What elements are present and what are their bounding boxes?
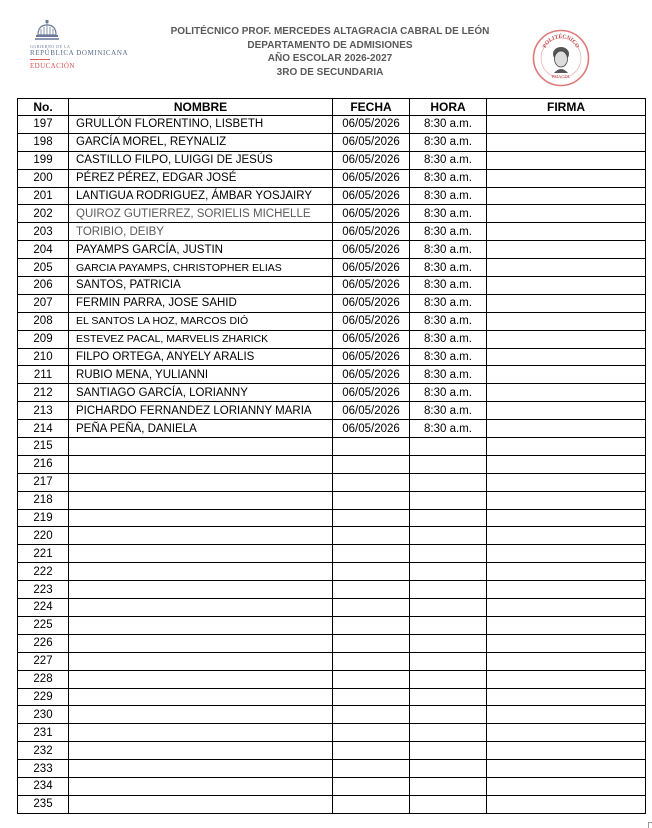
table-row [18, 599, 646, 617]
student-name[interactable]: CASTILLO FILPO, LUIGGI DE JESÚS [69, 151, 333, 169]
school-year: AÑO ESCOLAR 2026-2027 [267, 53, 393, 64]
student-name[interactable]: PICHARDO FERNANDEZ LORIANNY MARIA [69, 402, 333, 420]
appointment-date: 06/05/2026 [333, 116, 410, 134]
signature-cell[interactable] [487, 688, 646, 706]
signature-cell[interactable] [487, 652, 646, 670]
signature-cell[interactable] [487, 116, 646, 134]
table-row [18, 241, 646, 259]
student-name[interactable] [69, 455, 333, 473]
appointment-time [410, 491, 487, 509]
student-name[interactable]: SANTOS, PATRICIA [69, 277, 333, 295]
signature-cell[interactable] [487, 473, 646, 491]
signature-cell[interactable] [487, 742, 646, 760]
appointment-time: 8:30 a.m. [410, 187, 487, 205]
student-name[interactable] [69, 473, 333, 491]
signature-cell[interactable] [487, 706, 646, 724]
student-name[interactable] [69, 688, 333, 706]
appointment-date: 06/05/2026 [333, 384, 410, 402]
svg-text:POLITÉCNICO: POLITÉCNICO [541, 33, 581, 50]
appointment-time: 8:30 a.m. [410, 223, 487, 241]
appointment-date: 06/05/2026 [333, 330, 410, 348]
signature-cell[interactable] [487, 760, 646, 778]
appointment-time [410, 455, 487, 473]
row-number: 198 [18, 133, 69, 151]
appointment-time [410, 760, 487, 778]
appointment-date: 06/05/2026 [333, 169, 410, 187]
page-corner-mark [648, 822, 652, 828]
row-number: 220 [18, 527, 69, 545]
appointment-date [333, 438, 410, 456]
grade-level: 3RO DE SECUNDARIA [276, 66, 384, 78]
row-number: 206 [18, 277, 69, 295]
signature-cell[interactable] [487, 259, 646, 277]
table-row [18, 455, 646, 473]
signature-cell[interactable] [487, 133, 646, 151]
student-name[interactable]: ESTEVEZ PACAL, MARVELIS ZHARICK [69, 330, 333, 348]
row-number: 224 [18, 599, 69, 617]
appointment-date [333, 527, 410, 545]
table-row [18, 652, 646, 670]
logo-divider [30, 59, 50, 60]
student-name[interactable] [69, 742, 333, 760]
student-name[interactable]: GARCIA PAYAMPS, CHRISTOPHER ELIAS [69, 259, 333, 277]
appointment-date: 06/05/2026 [333, 366, 410, 384]
table-row [18, 223, 646, 241]
appointment-time: 8:30 a.m. [410, 259, 487, 277]
student-name[interactable]: EL SANTOS LA HOZ, MARCOS DIÓ [69, 312, 333, 330]
signature-cell[interactable] [487, 491, 646, 509]
appointment-date [333, 473, 410, 491]
table-row [18, 795, 646, 813]
table-row [18, 509, 646, 527]
appointment-time: 8:30 a.m. [410, 169, 487, 187]
table-row [18, 205, 646, 223]
admissions-table [17, 98, 646, 814]
appointment-date [333, 670, 410, 688]
appointment-date [333, 652, 410, 670]
signature-cell[interactable] [487, 581, 646, 599]
student-name[interactable] [69, 563, 333, 581]
appointment-time [410, 563, 487, 581]
table-row [18, 259, 646, 277]
table-row [18, 187, 646, 205]
appointment-time: 8:30 a.m. [410, 277, 487, 295]
signature-cell[interactable] [487, 277, 646, 295]
appointment-date: 06/05/2026 [333, 223, 410, 241]
appointment-time [410, 795, 487, 813]
appointment-time: 8:30 a.m. [410, 116, 487, 134]
table-row [18, 670, 646, 688]
row-number: 234 [18, 777, 69, 795]
student-name[interactable]: RUBIO MENA, YULIANNI [69, 366, 333, 384]
row-number: 197 [18, 116, 69, 134]
row-number: 208 [18, 312, 69, 330]
student-name[interactable]: FERMIN PARRA, JOSE SAHID [69, 294, 333, 312]
student-name[interactable] [69, 527, 333, 545]
student-name[interactable] [69, 652, 333, 670]
appointment-date: 06/05/2026 [333, 420, 410, 438]
appointment-date: 06/05/2026 [333, 402, 410, 420]
row-number: 200 [18, 169, 69, 187]
appointment-date [333, 706, 410, 724]
student-name[interactable] [69, 438, 333, 456]
government-line: GOBIERNO DE LA [30, 44, 71, 49]
appointment-date [333, 616, 410, 634]
row-number: 202 [18, 205, 69, 223]
table-row [18, 688, 646, 706]
signature-cell[interactable] [487, 634, 646, 652]
row-number: 228 [18, 670, 69, 688]
appointment-date: 06/05/2026 [333, 294, 410, 312]
signature-cell[interactable] [487, 294, 646, 312]
appointment-date [333, 760, 410, 778]
appointment-date: 06/05/2026 [333, 348, 410, 366]
student-name[interactable] [69, 724, 333, 742]
appointment-time: 8:30 a.m. [410, 384, 487, 402]
student-name[interactable]: PAYAMPS GARCÍA, JUSTIN [69, 241, 333, 259]
signature-cell[interactable] [487, 169, 646, 187]
appointment-time [410, 706, 487, 724]
appointment-time: 8:30 a.m. [410, 366, 487, 384]
signature-cell[interactable] [487, 223, 646, 241]
table-row [18, 616, 646, 634]
dome-icon [34, 20, 60, 42]
appointment-date: 06/05/2026 [333, 187, 410, 205]
school-seal-icon [532, 29, 590, 87]
appointment-date: 06/05/2026 [333, 241, 410, 259]
table-row [18, 169, 646, 187]
row-number: 199 [18, 151, 69, 169]
table-row [18, 151, 646, 169]
appointment-time [410, 616, 487, 634]
appointment-date [333, 724, 410, 742]
appointment-time [410, 599, 487, 617]
appointment-time [410, 438, 487, 456]
row-number: 204 [18, 241, 69, 259]
student-name[interactable] [69, 670, 333, 688]
row-number: 216 [18, 455, 69, 473]
signature-cell[interactable] [487, 348, 646, 366]
appointment-time: 8:30 a.m. [410, 151, 487, 169]
appointment-date: 06/05/2026 [333, 312, 410, 330]
appointment-date: 06/05/2026 [333, 151, 410, 169]
row-number: 207 [18, 294, 69, 312]
student-name[interactable]: PEÑA PEÑA, DANIELA [69, 420, 333, 438]
row-number: 201 [18, 187, 69, 205]
row-number: 209 [18, 330, 69, 348]
column-header-time: HORA [410, 99, 487, 116]
appointment-date: 06/05/2026 [333, 133, 410, 151]
row-number: 212 [18, 384, 69, 402]
appointment-date [333, 545, 410, 563]
table-row [18, 384, 646, 402]
appointment-time: 8:30 a.m. [410, 294, 487, 312]
department-name: DEPARTAMENTO DE ADMISIONES [247, 39, 413, 51]
row-number: 215 [18, 438, 69, 456]
student-name[interactable] [69, 760, 333, 778]
student-name[interactable]: QUIROZ GUTIERREZ, SORIELIS MICHELLE [69, 205, 333, 223]
student-name[interactable] [69, 795, 333, 813]
row-number: 231 [18, 724, 69, 742]
signature-cell[interactable] [487, 312, 646, 330]
appointment-time: 8:30 a.m. [410, 312, 487, 330]
signature-cell[interactable] [487, 599, 646, 617]
student-name[interactable] [69, 634, 333, 652]
appointment-time [410, 652, 487, 670]
row-number: 225 [18, 616, 69, 634]
table-row [18, 116, 646, 134]
appointment-date [333, 742, 410, 760]
student-name[interactable] [69, 616, 333, 634]
table-row [18, 491, 646, 509]
row-number: 233 [18, 760, 69, 778]
appointment-time [410, 473, 487, 491]
appointment-time [410, 509, 487, 527]
row-number: 218 [18, 491, 69, 509]
signature-cell[interactable] [487, 384, 646, 402]
signature-cell[interactable] [487, 509, 646, 527]
appointment-time: 8:30 a.m. [410, 241, 487, 259]
table-row [18, 277, 646, 295]
row-number: 213 [18, 402, 69, 420]
row-number: 222 [18, 563, 69, 581]
table-row [18, 402, 646, 420]
appointment-date [333, 634, 410, 652]
column-header-date: FECHA [333, 99, 410, 116]
row-number: 227 [18, 652, 69, 670]
signature-cell[interactable] [487, 241, 646, 259]
table-header-row [18, 99, 646, 116]
appointment-time [410, 527, 487, 545]
signature-cell[interactable] [487, 777, 646, 795]
student-name[interactable] [69, 706, 333, 724]
table-row [18, 742, 646, 760]
appointment-date: 06/05/2026 [333, 259, 410, 277]
student-name[interactable] [69, 545, 333, 563]
appointment-time [410, 724, 487, 742]
table-row [18, 420, 646, 438]
table-row [18, 366, 646, 384]
signature-cell[interactable] [487, 420, 646, 438]
row-number: 226 [18, 634, 69, 652]
signature-cell[interactable] [487, 563, 646, 581]
signature-cell[interactable] [487, 205, 646, 223]
row-number: 205 [18, 259, 69, 277]
table-row [18, 706, 646, 724]
appointment-date [333, 795, 410, 813]
appointment-time: 8:30 a.m. [410, 133, 487, 151]
appointment-time [410, 742, 487, 760]
appointment-date [333, 688, 410, 706]
table-row [18, 634, 646, 652]
signature-cell[interactable] [487, 527, 646, 545]
student-name[interactable]: LANTIGUA RODRIGUEZ, ÁMBAR YOSJAIRY [69, 187, 333, 205]
column-header-signature: FIRMA [487, 99, 646, 116]
signature-cell[interactable] [487, 616, 646, 634]
table-row [18, 545, 646, 563]
appointment-time: 8:30 a.m. [410, 330, 487, 348]
table-row [18, 312, 646, 330]
appointment-time [410, 581, 487, 599]
row-number: 235 [18, 795, 69, 813]
row-number: 203 [18, 223, 69, 241]
signature-cell[interactable] [487, 402, 646, 420]
signature-cell[interactable] [487, 724, 646, 742]
row-number: 217 [18, 473, 69, 491]
appointment-date [333, 455, 410, 473]
student-name[interactable]: FILPO ORTEGA, ANYELY ARALIS [69, 348, 333, 366]
table-row [18, 294, 646, 312]
appointment-date [333, 509, 410, 527]
appointment-time [410, 545, 487, 563]
signature-cell[interactable] [487, 795, 646, 813]
student-name[interactable]: TORIBIO, DEIBY [69, 223, 333, 241]
school-name: POLITÉCNICO PROF. MERCEDES ALTAGRACIA CABRAL DE LEÓN [170, 26, 490, 37]
appointment-date: 06/05/2026 [333, 277, 410, 295]
student-name[interactable] [69, 509, 333, 527]
appointment-time: 8:30 a.m. [410, 348, 487, 366]
document-header [160, 25, 500, 79]
appointment-date: 06/05/2026 [333, 205, 410, 223]
appointment-time [410, 777, 487, 795]
table-row [18, 473, 646, 491]
student-name[interactable]: GARCÍA MOREL, REYNALIZ [69, 133, 333, 151]
republic-line: REPÚBLICA DOMINICANA [30, 49, 129, 57]
signature-cell[interactable] [487, 187, 646, 205]
student-name[interactable]: PÉREZ PÉREZ, EDGAR JOSÉ [69, 169, 333, 187]
signature-cell[interactable] [487, 151, 646, 169]
row-number: 214 [18, 420, 69, 438]
table-row [18, 777, 646, 795]
appointment-date [333, 599, 410, 617]
table-row [18, 563, 646, 581]
row-number: 211 [18, 366, 69, 384]
row-number: 230 [18, 706, 69, 724]
table-row [18, 330, 646, 348]
row-number: 232 [18, 742, 69, 760]
student-name[interactable] [69, 777, 333, 795]
signature-cell[interactable] [487, 670, 646, 688]
table-row [18, 760, 646, 778]
table-row [18, 133, 646, 151]
row-number: 221 [18, 545, 69, 563]
signature-cell[interactable] [487, 455, 646, 473]
table-row [18, 438, 646, 456]
student-name[interactable] [69, 599, 333, 617]
signature-cell[interactable] [487, 366, 646, 384]
student-name[interactable]: GRULLÓN FLORENTINO, LISBETH [69, 116, 333, 134]
appointment-time [410, 688, 487, 706]
appointment-date [333, 581, 410, 599]
appointment-date [333, 491, 410, 509]
row-number: 210 [18, 348, 69, 366]
appointment-date [333, 563, 410, 581]
row-number: 229 [18, 688, 69, 706]
appointment-time [410, 670, 487, 688]
appointment-time [410, 634, 487, 652]
column-header-name: NOMBRE [69, 99, 333, 116]
appointment-date [333, 777, 410, 795]
row-number: 219 [18, 509, 69, 527]
signature-cell[interactable] [487, 330, 646, 348]
student-name[interactable] [69, 581, 333, 599]
government-logo [28, 20, 138, 70]
signature-cell[interactable] [487, 438, 646, 456]
signature-cell[interactable] [487, 545, 646, 563]
appointment-time: 8:30 a.m. [410, 205, 487, 223]
appointment-time: 8:30 a.m. [410, 420, 487, 438]
column-header-number: No. [18, 99, 69, 116]
table-row [18, 348, 646, 366]
table-row [18, 581, 646, 599]
ministry-line: EDUCACIÓN [30, 62, 75, 70]
student-name[interactable] [69, 491, 333, 509]
appointment-time: 8:30 a.m. [410, 402, 487, 420]
table-row [18, 527, 646, 545]
row-number: 223 [18, 581, 69, 599]
student-name[interactable]: SANTIAGO GARCÍA, LORIANNY [69, 384, 333, 402]
table-row [18, 724, 646, 742]
svg-text:PMACDL: PMACDL [551, 74, 571, 79]
